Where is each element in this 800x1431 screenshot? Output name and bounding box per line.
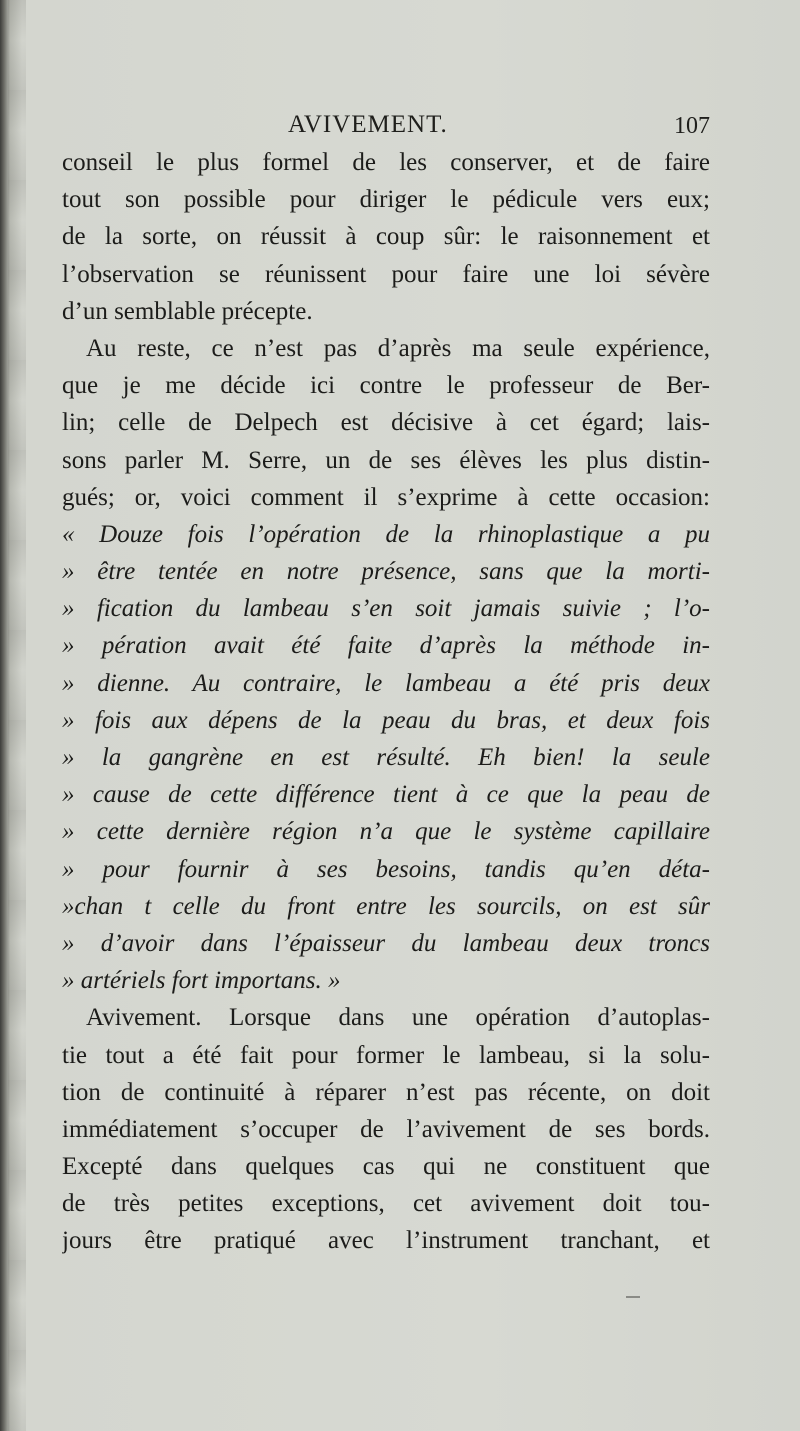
text-line: l’observation se réunissent pour faire une loi sévère — [62, 260, 710, 288]
text-line: Au reste, ce n’est pas d’après ma seule expérience, — [86, 334, 710, 362]
quote-line: » la gangrène en est résulté. Eh bien! la seule — [62, 744, 710, 771]
text-line: lin; celle de Delpech est décisive à cet égard; lais- — [62, 409, 710, 437]
print-mark — [626, 1296, 640, 1298]
quote-line: » cause de cette différence tient à ce que la peau de — [62, 781, 710, 809]
text-line: Excepté dans quelques cas qui ne constituent que — [62, 1153, 710, 1181]
quote-line: » cette dernière région n’a que le système capillaire — [62, 818, 710, 846]
text-line: immédiatement s’occuper de l’avivement de ses bords. — [62, 1115, 710, 1143]
text-line: conseil le plus formel de les conserver, et de faire — [62, 149, 710, 176]
text-line: que je me décide ici contre le professeur de Ber- — [62, 372, 710, 400]
page-header — [80, 111, 710, 145]
text-line: de très petites exceptions, cet avivement doit tou- — [62, 1190, 710, 1218]
text-line: d’un semblable précepte. — [62, 297, 313, 325]
quote-line: » fication du lambeau s’en soit jamais suivie ; l’o- — [62, 595, 710, 623]
quote-line: » pour fournir à ses besoins, tandis qu’en déta- — [62, 855, 710, 883]
quote-line: » artériels fort importans. » — [62, 967, 341, 995]
text-line: tie tout a été fait pour former le lambeau, si la solu- — [62, 1041, 710, 1069]
quote-line: » d’avoir dans l’épaisseur du lambeau deux troncs — [62, 929, 710, 957]
page-gutter — [8, 0, 26, 1431]
text-line: gués; or, voici comment il s’exprime à cette occasion: — [62, 483, 710, 511]
text-line: Avivement. Lorsque dans une opération d’autoplas- — [86, 1004, 710, 1032]
text-line: de la sorte, on réussit à coup sûr: le raisonnement et — [62, 223, 710, 251]
quote-line: » fois aux dépens de la peau du bras, et deux fois — [62, 706, 710, 734]
text-line: jours être pratiqué avec l’instrument tranchant, et — [62, 1227, 710, 1255]
quote-line: » dienne. Au contraire, le lambeau a été pris deux — [62, 669, 710, 697]
text-line: tout son possible pour diriger le pédicule vers eux; — [62, 186, 710, 214]
body-text — [62, 144, 710, 1260]
running-title: AVIVEMENT. — [288, 111, 448, 138]
quote-line: » pération avait été faite d’après la méthode in- — [62, 632, 710, 660]
page-number: 107 — [674, 113, 710, 139]
text-line: tion de continuité à réparer n’est pas récente, on doit — [62, 1078, 710, 1106]
quote-line: « Douze fois l’opération de la rhinoplastique a pu — [62, 520, 710, 548]
text-line: sons parler M. Serre, un de ses élèves les plus distin- — [62, 446, 710, 474]
quote-line: » être tentée en notre présence, sans que la morti- — [62, 558, 710, 586]
quote-line: »chan t celle du front entre les sourcils, on est sûr — [62, 892, 710, 920]
